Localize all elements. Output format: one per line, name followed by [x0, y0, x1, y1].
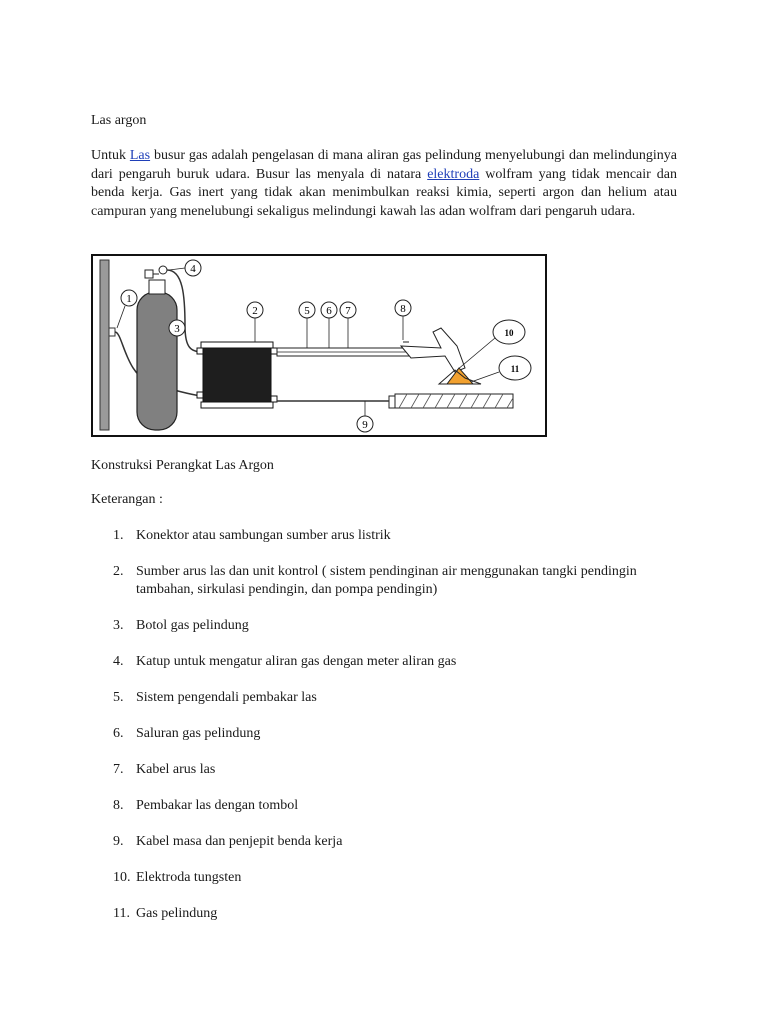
list-text: Botol gas pelindung [136, 618, 249, 633]
label-2: 2 [252, 305, 258, 317]
callout-3 [169, 320, 185, 336]
callout-9 [357, 401, 373, 432]
flow-meter [159, 266, 167, 274]
list-item [113, 527, 693, 545]
list-number: 10. [113, 870, 131, 885]
wall-connector [109, 328, 115, 336]
list-text: Konektor atau sambungan sumber arus listrik [136, 528, 391, 543]
list-number: 5. [113, 690, 124, 705]
elektroda-link[interactable]: elektroda [427, 166, 480, 182]
label-8: 8 [400, 303, 406, 315]
list-item [113, 689, 693, 707]
callout-5 [299, 302, 315, 348]
list-number: 3. [113, 618, 124, 633]
legend-list [113, 527, 693, 941]
callout-7 [340, 302, 356, 348]
keterangan-label: Keterangan : [91, 492, 163, 507]
list-item [113, 617, 693, 635]
callout-1 [117, 290, 137, 328]
list-number: 6. [113, 726, 124, 741]
callout-11 [471, 356, 531, 382]
list-number: 4. [113, 654, 124, 669]
list-item [113, 905, 693, 923]
list-item [113, 833, 693, 851]
list-text: Sumber arus las dan unit kontrol ( sistem pendinginan air menggunakan tangki pendingin tambahan, sirkulasi pendingin, dan pompa pendingin) [136, 564, 637, 597]
list-item [113, 761, 693, 779]
list-text: Elektroda tungsten [136, 870, 242, 885]
list-number: 9. [113, 834, 124, 849]
power-unit-base [201, 402, 273, 408]
label-4: 4 [190, 263, 196, 275]
cylinder-neck [149, 280, 165, 294]
list-text: Pembakar las dengan tombol [136, 798, 299, 813]
list-item [113, 869, 693, 887]
label-6: 6 [326, 305, 332, 317]
list-item [113, 653, 693, 671]
label-9: 9 [362, 419, 368, 431]
list-text: Gas pelindung [136, 906, 218, 921]
callout-2 [247, 302, 263, 342]
las-link[interactable]: Las [129, 148, 151, 163]
power-unit [203, 344, 271, 406]
welding-diagram [91, 254, 547, 437]
unit-port [197, 392, 203, 398]
section-heading: Las argon [91, 113, 147, 128]
paragraph-text: busur gas adalah pengelasan di mana aliran gas pelindung menyelubungi dan melindunginya dari pengaruh buruk udara. Busur las menyala di natara [91, 148, 678, 182]
callout-4 [169, 260, 201, 276]
label-5: 5 [304, 305, 310, 317]
list-item [113, 797, 693, 815]
unit-port [197, 348, 203, 354]
paragraph-text: Untuk [91, 148, 130, 163]
gas-cylinder [137, 292, 177, 430]
unit-port [271, 348, 277, 354]
list-number: 2. [113, 564, 124, 579]
callout-6 [321, 302, 337, 348]
list-number: 8. [113, 798, 124, 813]
regulator-valve [145, 270, 153, 278]
wall [100, 260, 109, 430]
list-text: Saluran gas pelindung [136, 726, 261, 741]
list-number: 1. [113, 528, 124, 543]
list-text: Kabel arus las [136, 762, 216, 777]
list-text: Kabel masa dan penjepit benda kerja [136, 834, 343, 849]
power-unit-top [201, 342, 273, 348]
label-11: 11 [510, 364, 520, 374]
welding-torch [401, 328, 465, 372]
label-7: 7 [345, 305, 351, 317]
unit-port [271, 396, 277, 402]
list-number: 11. [113, 906, 130, 921]
list-item [113, 725, 693, 743]
figure-caption: Konstruksi Perangkat Las Argon [91, 458, 274, 473]
callout-8 [395, 300, 411, 340]
label-3: 3 [174, 323, 180, 335]
paragraph-text: wolfram yang tidak mencair dan benda kerja. Gas inert yang tidak akan menimbulkan reaksi kimia, seperti argon dan helium atau campuran yang menelubungi sekaligus melindungi kawah las adan wolfram dari pengaruh udara. [91, 166, 677, 219]
welding-diagram-svg [93, 256, 545, 435]
ground-clamp [389, 396, 395, 408]
list-number: 7. [113, 762, 124, 777]
list-text: Sistem pengendali pembakar las [136, 690, 317, 705]
intro-paragraph [91, 147, 677, 221]
label-1: 1 [126, 293, 132, 305]
arc-flame [447, 368, 473, 384]
list-text: Katup untuk mengatur aliran gas dengan meter aliran gas [136, 654, 457, 669]
label-10: 10 [504, 328, 514, 338]
list-item [113, 563, 693, 599]
